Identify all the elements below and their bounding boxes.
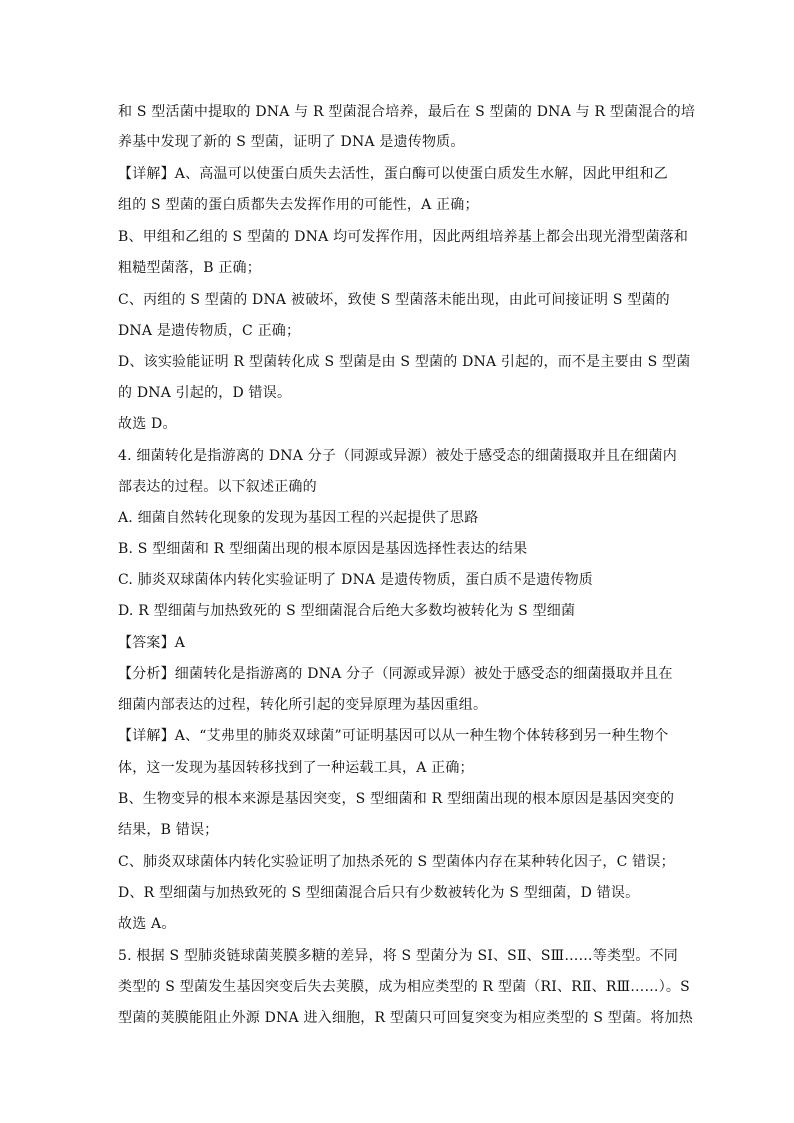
- text-line: 故选 D。: [118, 416, 177, 432]
- text-line: D、R 型细菌与加热致死的 S 型细菌混合后只有少数被转化为 S 型细菌，D 错误。: [118, 885, 640, 901]
- option-d: D. R 型细菌与加热致死的 S 型细菌混合后绝大多数均被转化为 S 型细菌: [118, 603, 576, 619]
- text-line: DNA 是遗传物质，C 正确；: [118, 323, 301, 339]
- question-stem: 类型的 S 型菌发生基因突变后失去荚膜，成为相应类型的 R 型菌（RⅠ、RⅡ、RⅢ……）。S: [118, 979, 690, 995]
- text-line: 结果，B 错误；: [118, 822, 219, 838]
- option-b: B. S 型细菌和 R 型细菌出现的根本原因是基因选择性表达的结果: [118, 541, 528, 557]
- text-line: 和 S 型活菌中提取的 DNA 与 R 型菌混合培养，最后在 S 型菌的 DNA 与 R 型菌混合的培: [118, 104, 696, 120]
- option-c: C. 肺炎双球菌体内转化实验证明了 DNA 是遗传物质，蛋白质不是遗传物质: [118, 572, 593, 588]
- question-stem: 型菌的荚膜能阻止外源 DNA 进入细胞，R 型菌只可回复突变为相应类型的 S 型菌。将加热: [118, 1010, 693, 1026]
- answer-line: 【答案】A: [118, 635, 186, 651]
- question-stem: 4. 细菌转化是指游离的 DNA 分子（同源或异源）被处于感受态的细菌摄取并且在细菌内: [118, 448, 677, 464]
- text-line: C、肺炎双球菌体内转化实验证明了加热杀死的 S 型菌体内存在某种转化因子，C 错误；: [118, 854, 675, 870]
- text-line: B、生物变异的根本来源是基因突变，S 型细菌和 R 型细菌出现的根本原因是基因突变的: [118, 791, 675, 807]
- text-line: 粗糙型菌落，B 正确；: [118, 260, 261, 276]
- question-stem: 5. 根据 S 型肺炎链球菌荚膜多糖的差异，将 S 型菌分为 SⅠ、SⅡ、SⅢ……等类型。不同: [118, 948, 678, 964]
- text-line: 组的 S 型菌的蛋白质都失去发挥作用的可能性，A 正确；: [118, 197, 479, 213]
- option-a: A. 细菌自然转化现象的发现为基因工程的兴起提供了思路: [118, 510, 479, 526]
- text-line: 【详解】A、“艾弗里的肺炎双球菌”可证明基因可以从一种生物个体转移到另一种生物个: [118, 728, 669, 744]
- text-line: 养基中发现了新的 S 型菌，证明了 DNA 是遗传物质。: [118, 134, 465, 150]
- text-line: 体，这一发现为基因转移找到了一种运载工具，A 正确；: [118, 760, 474, 776]
- text-line: C、丙组的 S 型菌的 DNA 被破坏，致使 S 型菌落未能出现，由此可间接证明 S 型菌的: [118, 292, 670, 308]
- analysis-line: 【分析】细菌转化是指游离的 DNA 分子（同源或异源）被处于感受态的细菌摄取并且在: [118, 666, 673, 682]
- text-line: 的 DNA 引起的，D 错误。: [118, 385, 292, 401]
- text-line: 故选 A。: [118, 916, 176, 932]
- text-line: 【详解】A、高温可以使蛋白质失去活性，蛋白酶可以使蛋白质发生水解，因此甲组和乙: [118, 166, 668, 182]
- analysis-line: 细菌内部表达的过程，转化所引起的变异原理为基因重组。: [118, 697, 488, 713]
- question-stem: 部表达的过程。以下叙述正确的: [118, 479, 317, 495]
- text-line: B、甲组和乙组的 S 型菌的 DNA 均可发挥作用，因此两组培养基上都会出现光滑型菌落和: [118, 229, 689, 245]
- text-line: D、该实验能证明 R 型菌转化成 S 型菌是由 S 型菌的 DNA 引起的，而不是主要由 S 型菌: [118, 354, 691, 370]
